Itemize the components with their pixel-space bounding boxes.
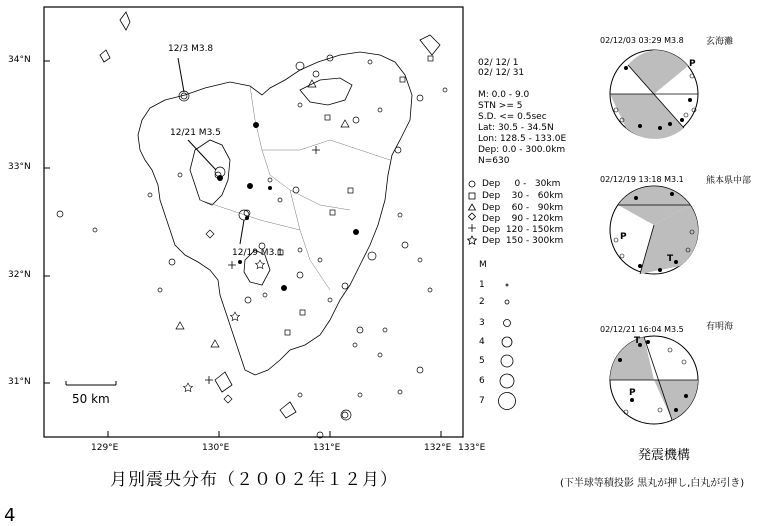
lat-label-31: 31°N — [8, 377, 31, 387]
param-sd: S.D. <= 0.5sec — [478, 112, 547, 122]
page-number: 4 — [4, 505, 16, 526]
annotation-leaders — [178, 58, 244, 244]
magnitude-4: 4 — [479, 337, 485, 347]
lat-label-34: 34°N — [8, 55, 31, 65]
main-title: 月別震央分布（２００２年１２月） — [110, 470, 398, 490]
param-lat: Lat: 30.5 - 34.5N — [478, 123, 554, 133]
param-count: N=630 — [478, 156, 510, 166]
magnitude-2: 2 — [479, 297, 485, 307]
magnitude-7: 7 — [479, 396, 485, 406]
param-depth: Dep: 0.0 - 300.0km — [478, 145, 566, 155]
mechanism-1-region: 玄海灘 — [706, 37, 734, 47]
magnitude-legend-title: M — [479, 260, 487, 270]
focal-mechanism-caption: (下半球等積投影 黒丸が押し,白丸が引き) — [560, 478, 745, 489]
depth-legend-0-30: Dep 0 - 30km — [482, 179, 561, 189]
param-stn: STN >= 5 — [478, 101, 523, 111]
epicenters-shallow — [57, 55, 447, 438]
mechanism-2-t-axis: T — [667, 254, 674, 264]
depth-legend-150-300: Dep 150 - 300km — [482, 236, 564, 246]
mechanism-3-region: 有明海 — [706, 322, 734, 332]
depth-legend-90-120: Dep 90 - 120km — [482, 214, 564, 224]
scale-bar — [66, 381, 116, 385]
annotation-1219: 12/19 M3.1 — [232, 248, 283, 258]
scale-bar-label: 50 km — [72, 392, 110, 406]
mechanism-2-region: 熊本県中部 — [706, 176, 752, 186]
mechanism-2-header: 02/12/19 13:18 M3.1 — [600, 175, 684, 184]
magnitude-3: 3 — [479, 318, 485, 328]
epicenters-60-90km — [176, 80, 349, 347]
magnitude-1: 1 — [479, 280, 485, 290]
lon-label-130: 130°E — [202, 443, 230, 453]
beachball-2 — [610, 186, 698, 274]
prefecture-borders — [200, 86, 390, 290]
beachball-1 — [610, 50, 698, 139]
depth-legend-120-150: Dep 120 - 150km — [482, 225, 564, 235]
mechanism-1-p-axis: P — [689, 59, 696, 69]
magnitude-6: 6 — [479, 376, 485, 386]
magnitude-legend-symbols — [499, 284, 516, 410]
mechanism-1-header: 02/12/03 03:29 M3.8 — [600, 36, 684, 45]
lon-label-133: 133°E — [458, 443, 486, 453]
annotation-1203: 12/3 M3.8 — [168, 44, 214, 54]
lat-label-33: 33°N — [8, 162, 31, 172]
mechanism-3-p-axis: P — [629, 388, 636, 398]
lat-label-32: 32°N — [8, 270, 31, 280]
param-magnitude: M: 0.0 - 9.0 — [478, 90, 530, 100]
mechanism-3-t-axis: T — [634, 336, 641, 346]
mechanism-2-p-axis: P — [620, 232, 627, 242]
focal-mechanism-title: 発震機構 — [638, 448, 691, 463]
map-frame — [44, 7, 463, 437]
depth-legend-30-60: Dep 30 - 60km — [482, 191, 564, 201]
lon-label-132: 132°E — [424, 443, 452, 453]
epicenters-150-300km — [184, 260, 265, 392]
beachball-3 — [610, 336, 698, 424]
magnitude-5: 5 — [479, 356, 485, 366]
param-lon: Lon: 128.5 - 133.0E — [478, 134, 567, 144]
lon-label-129: 129°E — [91, 443, 119, 453]
annotation-1221: 12/21 M3.5 — [170, 128, 221, 138]
date-to: 02/ 12/ 31 — [478, 68, 525, 78]
depth-legend-symbols — [468, 181, 477, 244]
mechanism-3-header: 02/12/21 16:04 M3.5 — [600, 325, 684, 334]
depth-legend-60-90: Dep 60 - 90km — [482, 203, 564, 213]
lon-label-131: 131°E — [313, 443, 341, 453]
coastline — [100, 12, 440, 418]
date-from: 02/ 12/ 1 — [478, 58, 519, 68]
epicenters-filled — [217, 122, 359, 291]
